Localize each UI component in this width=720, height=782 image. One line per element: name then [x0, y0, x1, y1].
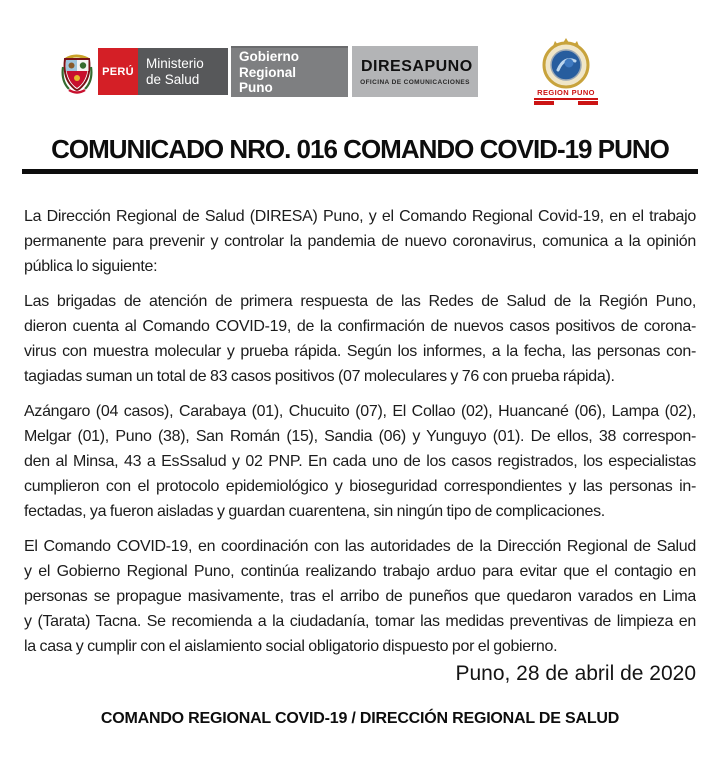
ministerio-line2: de Salud [146, 71, 200, 87]
peru-coat-of-arms-icon [60, 47, 94, 95]
region-puno-logo [528, 36, 604, 105]
body-line: fectadas, ya fueron aisladas y guardan cuarentena, sin ningún tipo de complicaciones. [24, 503, 605, 520]
body-line: permanente para prevenir y controlar la pandemia de nuevo coronavirus, comunica a la opinión [24, 233, 696, 250]
dateline: Puno, 28 de abril de 2020 [455, 662, 696, 685]
body-line: virus con muestra molecular y prueba rápida. Según los informes, a la fecha, las personas con- [24, 343, 696, 360]
gobierno-line1: Gobierno Regional [239, 49, 299, 80]
body-line: Azángaro (04 casos), Carabaya (01), Chucuito (07), El Collao (02), Huancané (06), Lampa (02), [24, 403, 696, 420]
diresa-subtitle: OFICINA DE COMUNICACIONES [360, 78, 470, 86]
body-line: La Dirección Regional de Salud (DIRESA) Puno, y el Comando Regional Covid-19, en el trabajo [24, 208, 696, 225]
body-line: Las brigadas de atención de primera respuesta de las Redes de Salud de la Región Puno, [24, 293, 696, 310]
body-line: y (Tarata) Tacna. Se recomienda a la ciudadanía, tomar las medidas preventivas de limpieza en [24, 613, 696, 630]
body-line: El Comando COVID-19, en coordinación con las autoridades de la Dirección Regional de Salud [24, 538, 696, 555]
body-paragraph-4 [24, 534, 696, 659]
ministerio-salud-box [138, 48, 228, 95]
header [0, 40, 720, 110]
region-puno-emblem-icon [539, 36, 593, 90]
body-line: tagiadas suman un total de 83 casos positivos (07 moleculares y 76 con prueba rápida). [24, 368, 615, 385]
body-paragraph-3 [24, 399, 696, 524]
gobierno-regional-box [231, 46, 348, 97]
diresa-word2: PUNO [424, 57, 473, 75]
body-line: y el Gobierno Regional Puno, continúa realizando trabajo arduo para evitar que el contagio en [24, 563, 696, 580]
diresa-box [352, 46, 478, 97]
gobierno-line2: Puno [239, 80, 273, 96]
body-paragraph-1 [24, 204, 696, 279]
region-puno-underline [534, 98, 598, 105]
body-line: dieron cuenta al Comando COVID-19, de la confirmación de nuevos casos positivos de corona- [24, 318, 696, 335]
diresa-title [361, 57, 473, 76]
body-line: Melgar (01), Puno (38), San Román (15), Sandia (06) y Yunguyo (01). De ellos, 38 correspon- [24, 428, 696, 445]
region-puno-label: REGION PUNO [537, 88, 595, 97]
body-line: den al Minsa, 43 a EsSsalud y 02 PNP. En cada uno de los casos registrados, los especialistas [24, 453, 696, 470]
body-line: la casa y cumplir con el aislamiento social obligatorio dispuesto por el gobierno. [24, 638, 558, 655]
body-paragraph-2 [24, 289, 696, 389]
comunicado-title: COMUNICADO NRO. 016 COMANDO COVID-19 PUNO [51, 134, 669, 164]
peru-label-box [98, 48, 138, 95]
body-line: pública lo siguiente: [24, 258, 158, 275]
body-line: cumplieron con el protocolo epidemiológico y bioseguridad correspondientes y las personas in- [24, 478, 696, 495]
body-text [24, 204, 696, 669]
footer-text: COMANDO REGIONAL COVID-19 / DIRECCIÓN REGIONAL DE SALUD [100, 710, 620, 727]
diresa-word1: DIRESA [361, 57, 425, 75]
body-line: personas se propague masivamente, tras el arribo de puneños que quedaron varados en Lima [24, 588, 696, 605]
title-underline [22, 169, 698, 174]
ministerio-line1: Ministerio [146, 56, 204, 72]
peru-label: PERÚ [102, 65, 134, 78]
